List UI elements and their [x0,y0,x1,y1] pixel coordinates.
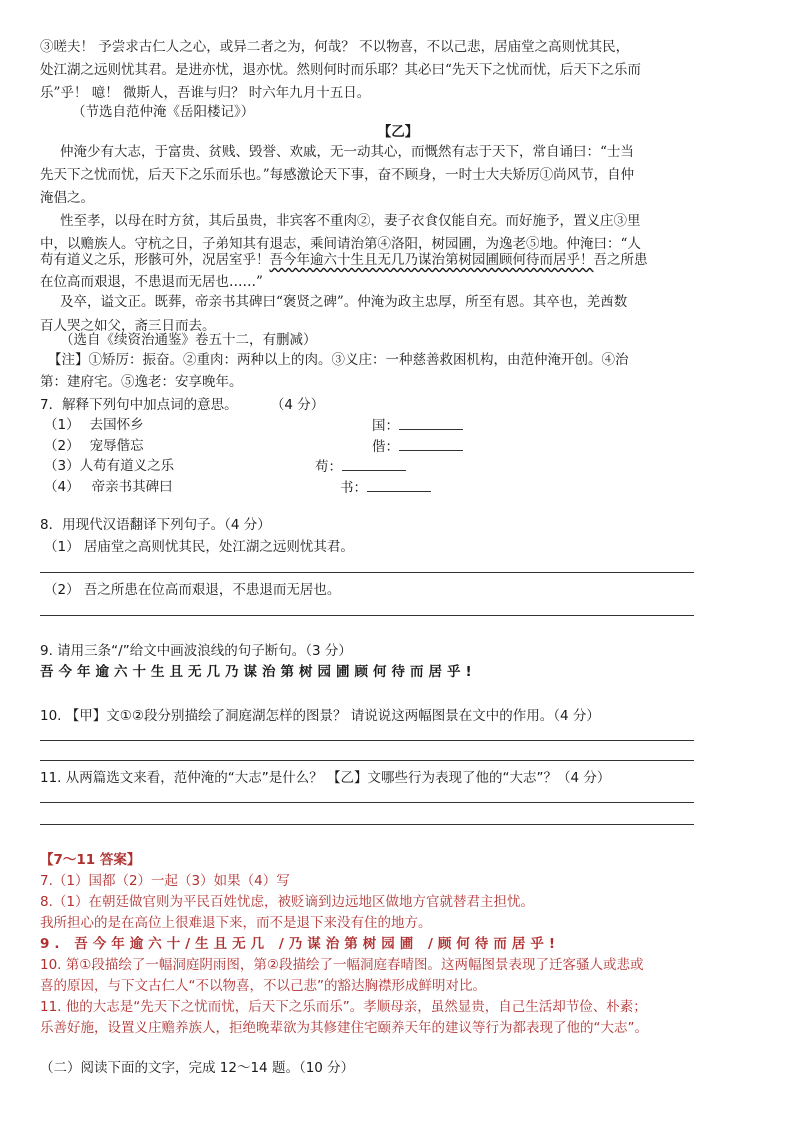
answer-blank[interactable] [367,477,431,492]
answer-8-2: 我所担心的是在高位上很难退下来，而不是退下来没有住的地方。 [40,915,432,931]
q9-sentence: 吾今年逾六十生且无几乃谋治第树园圃顾何待而居乎! [40,664,477,680]
passage-b-line-7: 在位高而艰退，不患退而无居也……” [40,274,263,290]
answer-11-1: 11. 他的大志是“先天下之忧而忧，后天下之乐而乐”。孝顺母亲，虽然显贵，自己生活却节俭、朴素； [40,999,647,1015]
q7-item-2-word: 偕： [372,439,399,455]
q7-item-4 [44,477,173,497]
q7-item-1-word: 国： [372,418,399,434]
q7-item-2 [44,436,144,456]
answer-line[interactable] [40,824,694,825]
answer-8-1: 8.（1）在朝廷做官则为平民百姓忧虑，被贬谪到边远地区做地方官就替君主担忧。 [40,894,534,910]
q7-item-2-num: （2） [44,438,80,454]
answer-7: 7.（1）国都（2）一起（3）如果（4）写 [40,873,290,889]
passage-b-source: （选自《续资治通鉴》卷五十二，有删减） [60,332,317,348]
q7-item-1 [44,415,144,435]
q7-item-2-answer [372,436,463,457]
passage-a-source: （节选自范仲淹《岳阳楼记》） [72,104,255,120]
passage-b-line-4: 性至孝，以母在时方贫，其后虽贵，非宾客不重肉②，妻子衣食仅能自充。而好施予，置义庄③里 [60,213,641,229]
passage-b-line-6-end: 吾之所患 [593,252,648,268]
passage-b-line-6 [40,250,756,270]
passage-b-note-2: 第：建府宅。⑤逸老：安享晚年。 [40,374,243,390]
passage-b-line-9: 百人哭之如父，斋三日而去。 [40,318,216,334]
answer-blank[interactable] [342,456,406,471]
q7-item-1-num: （1） [44,417,80,433]
answer-line[interactable] [40,572,694,573]
answer-line[interactable] [40,740,694,741]
q7-score: （4 分） [277,397,325,413]
passage-a-line-2: 处江湖之远则忧其君。是进亦忧，退亦忧。然则何时而乐耶？其必曰“先天下之忧而忧，后天下之乐而 [40,62,641,78]
answer-blank[interactable] [399,415,463,430]
q8-item-2: （2） 吾之所患在位高而艰退，不患退而无居也。 [44,582,341,598]
q7-item-4-num: （4） [44,479,80,495]
section-2-heading: （二）阅读下面的文字，完成 12～14 题。（10 分） [40,1060,355,1076]
q7-stem-text: 7．解释下列句中加点词的意思。 [40,397,238,413]
q7-item-3-word: 苟： [315,459,342,475]
passage-b-heading: 【乙】 [377,124,419,140]
answer-11-2: 乐善好施，设置义庄赡养族人，拒绝晚辈欲为其修建住宅颐养天年的建议等行为都表现了他的“大志”。 [40,1020,648,1036]
q7-stem [40,395,756,415]
answer-10-1: 10. 第①段描绘了一幅洞庭阴雨图，第②段描绘了一幅洞庭春晴图。这两幅图景表现了迁客骚人或悲或 [40,957,644,973]
q7-item-3 [44,456,174,476]
passage-b-line-8: 及卒，谥文正。既葬，帝亲书其碑曰“褒贤之碑”。仲淹为政主忠厚，所至有恩。其卒也，羌酋数 [60,294,628,310]
q7-item-4-phrase: 帝亲书其碑曰 [91,479,173,495]
q7-item-1-phrase: 去国怀乡 [89,417,144,433]
answer-line[interactable] [40,615,694,616]
q8-stem: 8．用现代汉语翻译下列句子。（4 分） [40,517,271,533]
q11-stem: 11. 从两篇选文来看，范仲淹的“大志”是什么？ 【乙】文哪些行为表现了他的“大志”？（4 分） [40,770,611,786]
wavy-sentence: 吾今年逾六十生且无几乃谋治第树园圃顾何待而居乎！ [269,252,594,268]
passage-b-line-5: 中，以赡族人。守杭之日，子弟知其有退志，乘间请治第④洛阳，树园圃，为逸老⑤地。仲淹曰：“人 [40,236,641,252]
q7-item-2-phrase: 宠辱偕忘 [89,438,144,454]
passage-a-line-3: 乐”乎！ 噫！ 微斯人，吾谁与归？ 时六年九月十五日。 [40,85,371,101]
passage-b-line-1: 仲淹少有大志，于富贵、贫贱、毁誉、欢戚，无一动其心，而慨然有志于天下，常自诵曰：“士当 [60,144,634,160]
answer-line[interactable] [40,802,694,803]
q7-item-4-answer [340,477,431,498]
q7-item-4-word: 书： [340,480,367,496]
answers-heading: 【7～11 答案】 [40,852,141,868]
answer-9: 9. 吾今年逾六十/生且无几 /乃谋治第树园圃 /顾何待而居乎! [40,936,561,952]
answer-10-2: 喜的原因，与下文古仁人“不以物喜，不以己悲”的豁达胸襟形成鲜明对比。 [40,978,486,994]
q7-item-1-answer [372,415,463,436]
q7-item-3-num: （3） [44,458,80,474]
q7-item-3-phrase: 人苟有道义之乐 [79,458,175,474]
passage-b-line-3: 淹倡之。 [40,190,94,206]
passage-a-line-1: ③嗟夫！ 予尝求古仁人之心，或异二者之为，何哉？ 不以物喜，不以己悲，居庙堂之高则忧其民， [40,39,630,55]
passage-b-note-1: 【注】①矫厉：振奋。②重肉：两种以上的肉。③义庄：一种慈善救困机构，由范仲淹开创。④治 [48,352,629,368]
q8-item-1: （1） 居庙堂之高则忧其民，处江湖之远则忧其君。 [44,539,354,555]
passage-b-line-6-start: 苟有道义之乐，形骸可外，况居室乎！ [40,252,270,268]
answer-blank[interactable] [399,436,463,451]
q10-stem: 10. 【甲】文①②段分别描绘了洞庭湖怎样的图景？ 请说说这两幅图景在文中的作用。（4 分） [40,708,600,724]
q7-item-3-answer [315,456,406,477]
passage-b-line-2: 先天下之忧而忧，后天下之乐而乐也。”每感激论天下事，奋不顾身，一时士大夫矫厉①尚风节，自仲 [40,167,635,183]
q9-stem: 9. 请用三条“/”给文中画波浪线的句子断句。（3 分） [40,643,352,659]
answer-line[interactable] [40,760,694,761]
